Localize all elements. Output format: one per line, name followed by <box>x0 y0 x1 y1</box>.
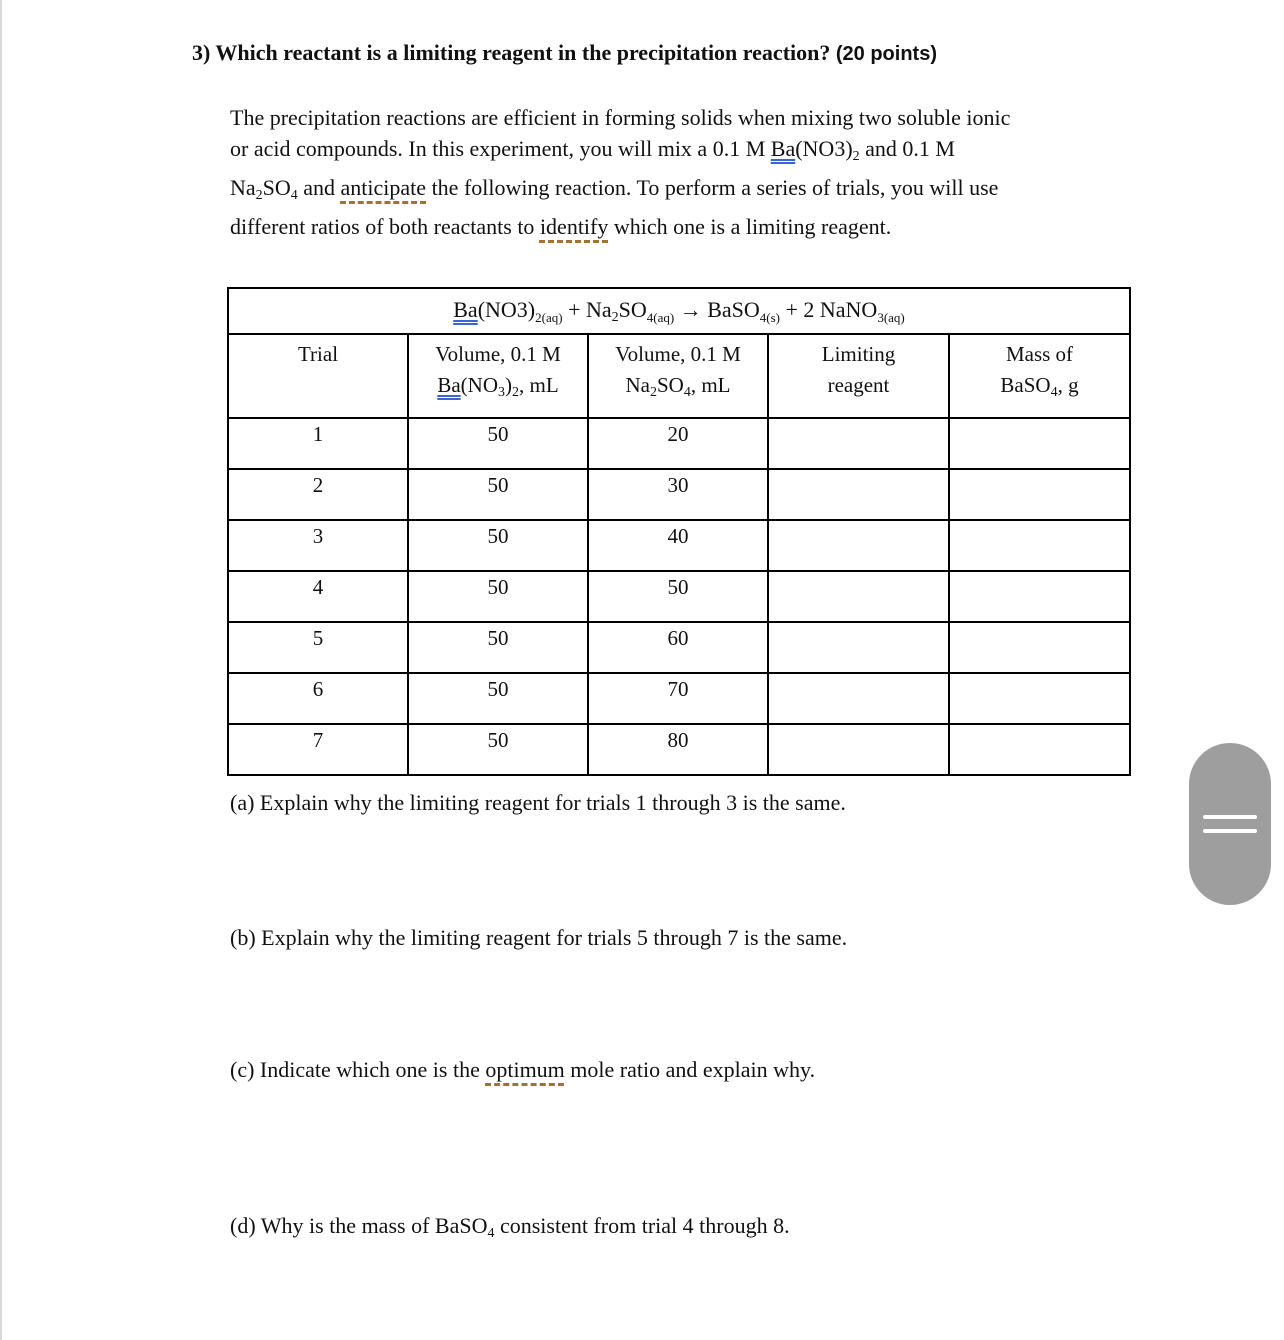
cell-na-volume: 60 <box>588 622 768 673</box>
drag-handle-bar-top <box>1203 815 1257 819</box>
header-row <box>228 334 1130 418</box>
cell-trial: 4 <box>228 571 408 622</box>
drag-handle-bar-bottom <box>1203 829 1257 833</box>
cell-ba-volume: 50 <box>408 571 588 622</box>
header-vol-ba <box>408 334 588 418</box>
eq-so4: SO <box>618 296 647 322</box>
intro-line-4-b: which one is a limiting reagent. <box>608 214 892 239</box>
cell-ba-volume: 50 <box>408 520 588 571</box>
grammar-flag-optimum[interactable]: optimum <box>485 1057 565 1082</box>
intro-line-2-a: or acid compounds. In this experiment, you will mix a 0.1 M <box>230 136 771 161</box>
reaction-equation <box>228 288 1130 334</box>
cell-mass[interactable] <box>949 520 1130 571</box>
header-mass <box>949 334 1130 418</box>
cell-limiting[interactable] <box>768 418 949 469</box>
cell-limiting[interactable] <box>768 673 949 724</box>
intro-line-3-sub4: 4 <box>290 188 298 203</box>
header-vol-na-so: SO <box>656 373 684 397</box>
spell-flag-header-ba[interactable]: Ba <box>437 373 461 397</box>
header-vol-na <box>588 334 768 418</box>
intro-line-3-sub2: 2 <box>255 188 263 203</box>
grammar-flag-anticipate[interactable]: anticipate <box>340 175 427 200</box>
cell-na-volume: 80 <box>588 724 768 775</box>
header-limiting <box>768 334 949 418</box>
cell-trial: 2 <box>228 469 408 520</box>
grammar-flag-identify[interactable]: identify <box>539 214 609 239</box>
cell-limiting[interactable] <box>768 571 949 622</box>
cell-na-volume: 50 <box>588 571 768 622</box>
cell-na-volume: 70 <box>588 673 768 724</box>
cell-ba-volume: 50 <box>408 673 588 724</box>
question-title: 3) Which reactant is a limiting reagent in the precipitation reaction? <box>192 40 831 65</box>
cell-ba-volume: 50 <box>408 418 588 469</box>
cell-limiting[interactable] <box>768 520 949 571</box>
eq-sub-1: 2(aq) <box>535 309 563 325</box>
cell-mass[interactable] <box>949 724 1130 775</box>
question-points: (20 points) <box>835 43 937 65</box>
header-vol-na-unit: , mL <box>690 373 731 397</box>
cell-mass[interactable] <box>949 571 1130 622</box>
header-vol-na-line1: Volume, 0.1 M <box>615 342 741 366</box>
table-row <box>228 418 1130 469</box>
intro-line-3-a: and <box>297 175 341 200</box>
eq-plus-1: + Na <box>562 296 612 322</box>
header-vol-na-na: Na <box>625 373 650 397</box>
cell-na-volume: 30 <box>588 469 768 520</box>
header-vol-na-sub: 2 <box>649 385 657 400</box>
cell-na-volume: 20 <box>588 418 768 469</box>
subquestion-c-b: mole ratio and explain why. <box>564 1057 816 1082</box>
subquestion-d-b: consistent from trial 4 through 8. <box>494 1213 790 1238</box>
header-vol-na-sub4: 4 <box>683 385 691 400</box>
cell-ba-volume: 50 <box>408 724 588 775</box>
subquestion-d <box>230 1213 790 1242</box>
header-vol-ba-sub: 3 <box>497 385 505 400</box>
cell-trial: 1 <box>228 418 408 469</box>
header-vol-ba-unit: , mL <box>518 373 559 397</box>
eq-arrow: → BaSO <box>674 296 760 322</box>
intro-line-2-sub: 2 <box>852 149 860 164</box>
page-left-border <box>0 0 2 1340</box>
header-trial <box>228 334 408 418</box>
eq-sub-3: 4(aq) <box>646 309 675 325</box>
intro-line-3 <box>230 172 1130 211</box>
subquestion-b: (b) Explain why the limiting reagent for trials 5 through 7 is the same. <box>230 925 848 950</box>
intro-line-4-a: different ratios of both reactants to <box>230 214 540 239</box>
cell-ba-volume: 50 <box>408 469 588 520</box>
header-vol-ba-sub2: 2 <box>511 385 519 400</box>
cell-mass[interactable] <box>949 469 1130 520</box>
header-limiting-line2: reagent <box>827 373 890 397</box>
cell-ba-volume: 50 <box>408 622 588 673</box>
header-vol-ba-end: ) <box>504 373 512 397</box>
table-row <box>228 469 1130 520</box>
table-row <box>228 724 1130 775</box>
cell-trial: 3 <box>228 520 408 571</box>
header-vol-ba-rest: (NO <box>460 373 498 397</box>
intro-line-1-text: The precipitation reactions are efficient in forming solids when mixing two soluble ionic <box>230 105 1011 130</box>
table-row <box>228 622 1130 673</box>
intro-line-2-b: (NO3) <box>795 136 853 161</box>
eq-plus-2: + 2 NaNO <box>779 296 878 322</box>
equation-row <box>228 288 1130 334</box>
table-row <box>228 571 1130 622</box>
table-row <box>228 673 1130 724</box>
subquestion-c-a: (c) Indicate which one is the <box>230 1057 486 1082</box>
header-trial-label: Trial <box>297 342 339 366</box>
header-mass-b: , g <box>1057 373 1079 397</box>
question-heading <box>192 40 937 66</box>
intro-line-1 <box>230 102 1130 133</box>
header-mass-sub: 4 <box>1050 385 1058 400</box>
cell-limiting[interactable] <box>768 469 949 520</box>
spell-flag-ba[interactable]: Ba <box>770 136 796 161</box>
table-row <box>228 520 1130 571</box>
intro-line-3-b: the following reaction. To perform a series of trials, you will use <box>426 175 999 200</box>
spell-flag-eq-ba[interactable]: Ba <box>453 296 478 322</box>
eq-sub-2: 2 <box>611 309 619 325</box>
cell-na-volume: 40 <box>588 520 768 571</box>
cell-mass[interactable] <box>949 673 1130 724</box>
cell-limiting[interactable] <box>768 622 949 673</box>
intro-line-2-c: and 0.1 M <box>859 136 955 161</box>
cell-mass[interactable] <box>949 418 1130 469</box>
header-mass-line1: Mass of <box>1005 342 1074 366</box>
trials-table <box>227 287 1131 776</box>
header-vol-ba-line1: Volume, 0.1 M <box>435 342 561 366</box>
drag-handle-icon[interactable] <box>1189 743 1271 905</box>
subquestion-d-sub: 4 <box>487 1226 495 1241</box>
cell-trial: 7 <box>228 724 408 775</box>
subquestion-a: (a) Explain why the limiting reagent for trials 1 through 3 is the same. <box>230 790 846 815</box>
subquestion-d-a: (d) Why is the mass of BaSO <box>230 1213 488 1238</box>
subquestion-c <box>230 1057 815 1083</box>
intro-line-2 <box>230 133 1130 172</box>
eq-sub-5: 3(aq) <box>877 309 905 325</box>
cell-mass[interactable] <box>949 622 1130 673</box>
intro-line-4 <box>230 211 1130 242</box>
header-mass-a: BaSO <box>1000 373 1051 397</box>
header-limiting-line1: Limiting <box>821 342 896 366</box>
intro-line-3-na: Na <box>230 175 256 200</box>
cell-trial: 6 <box>228 673 408 724</box>
cell-limiting[interactable] <box>768 724 949 775</box>
intro-line-3-so: SO <box>262 175 291 200</box>
cell-trial: 5 <box>228 622 408 673</box>
eq-no3: (NO3) <box>477 296 536 322</box>
intro-paragraph <box>230 102 1130 242</box>
eq-sub-4: 4(s) <box>759 309 780 325</box>
